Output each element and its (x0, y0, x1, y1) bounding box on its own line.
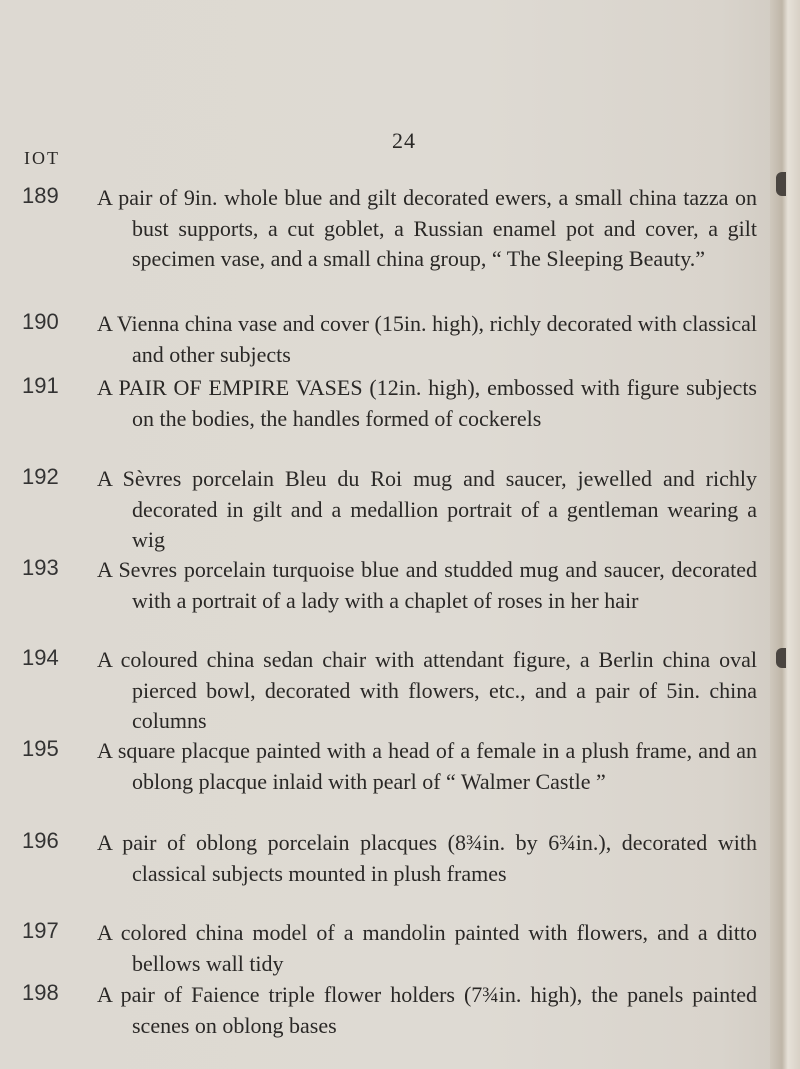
lot-description: A pair of oblong porcelain placques (8¾in. by 6¾in.), decorated with classical subjects mounted in plush frames (97, 830, 757, 886)
lot-number: 191 (22, 373, 59, 398)
lot-description: A Vienna china vase and cover (15in. high), richly decorated with classical and other subjects (97, 311, 757, 367)
lot-number: 195 (22, 736, 59, 761)
lot-number: 189 (22, 183, 59, 208)
section-mark: IOT (24, 148, 60, 168)
page-number: 24 (392, 128, 416, 153)
lot-description: A Sevres porcelain turquoise blue and studded mug and saucer, decorated with a portrait of a lady with a chaplet of roses in her hair (97, 557, 757, 613)
lot-number: 193 (22, 555, 59, 580)
lot-description: A colored china model of a mandolin painted with flowers, and a ditto bellows wall tidy (97, 920, 757, 976)
lot-description: A pair of Faience triple flower holders (7¾in. high), the panels painted scenes on oblong bases (97, 982, 757, 1038)
lot-number: 190 (22, 309, 59, 334)
lot-description: A square placque painted with a head of a female in a plush frame, and an oblong placque inlaid with pearl of “ Walmer Castle ” (97, 738, 757, 794)
lot-number: 196 (22, 828, 59, 853)
facing-page-edge (770, 0, 800, 1069)
lot-description: A pair of 9in. whole blue and gilt decorated ewers, a small china tazza on bust supports, a cut goblet, a Russian enamel pot and cover, a gilt specimen vase, and a small china group, “ The Sleeping Beauty.” (97, 185, 757, 271)
lot-description: A Sèvres porcelain Bleu du Roi mug and saucer, jewelled and richly decorated in gilt and a medallion portrait of a gentleman wearing a wig (97, 466, 757, 552)
edge-mark (776, 172, 786, 196)
lot-number: 192 (22, 464, 59, 489)
lot-number: 198 (22, 980, 59, 1005)
lot-number: 194 (22, 645, 59, 670)
lot-description: A coloured china sedan chair with attendant figure, a Berlin china oval pierced bowl, decorated with flowers, etc., and a pair of 5in. china columns (97, 647, 757, 733)
edge-mark (776, 648, 786, 668)
lot-number: 197 (22, 918, 59, 943)
lot-description: A PAIR OF EMPIRE VASES (12in. high), embossed with figure subjects on the bodies, the handles formed of cockerels (97, 375, 757, 431)
